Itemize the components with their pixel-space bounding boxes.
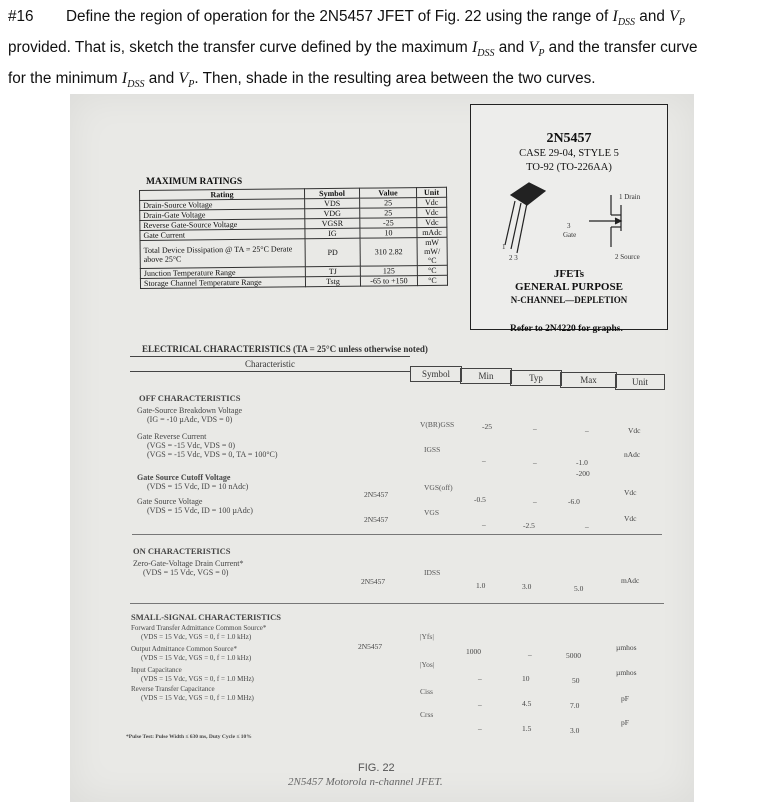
pins23-label: 2 3 [509,254,518,262]
table-row: Drain-Source Voltage VDS 25 Vdc [140,197,447,210]
table-row: Junction Temperature Range TJ 125 °C [140,265,447,278]
package-text: TO-92 (TO-226AA) [526,162,612,173]
pin1-label: 1 [502,243,506,251]
pulse-note: *Pulse Test: Pulse Width ≤ 630 ms, Duty Cycle ≤ 10% [126,734,252,740]
row-cutoff: Gate Source Cutoff Voltage (VDS = 15 Vdc, ID = 10 nAdc) [137,473,249,491]
vp-symbol: $V_P$ [669,8,685,29]
small-signal-characteristics: SMALL-SIGNAL CHARACTERISTICS [131,612,281,622]
row-breakdown: Gate-Source Breakdown Voltage (IG = -10 µAdc, VDS = 0) [137,406,243,424]
table-row: Storage Channel Temperature Range Tstg -65 to +150 °C [140,275,447,288]
figure-caption: 2N5457 Motorola n-channel JFET. [288,776,443,788]
table-row: Total Device Dissipation @ TA = 25°C Derate above 25°C PD 310 2.82 mW mW/°C [140,237,447,268]
device-box [470,104,668,330]
part-number: 2N5457 [546,131,592,146]
device-type: JFETs [553,268,585,280]
elec-header: Characteristic Symbol Min Typ Max Unit [130,356,665,388]
divider [130,603,664,604]
source-label: 2 Source [615,253,640,261]
to92-package-icon [471,175,665,265]
elec-title: ELECTRICAL CHARACTERISTICS (TA = 25°C unless otherwise noted) [142,344,428,354]
divider [132,534,662,535]
question-number: #16 [8,8,34,25]
ref-text: Refer to 2N4220 for graphs. [510,324,623,334]
max-ratings-table: Rating Symbol Value Unit Drain-Source Voltage VDS 25 Vdc Drain-Gate Voltage VDG 25 Vdc Reverse Gate-Source Voltage VGSR -25 Vdc Gate Current IG 10 mAdc Total Device Dissipation @ TA = 25°C Derate above 25°C PD 310 2.82 mW mW/°C Junction Temperature Range TJ 125 °C Storage Channel Temperature Range Tstg -65 to +150 °C [139,187,448,289]
gate-num: 3 [567,222,571,230]
row-idss: Zero-Gate-Voltage Drain Current* (VDS = 15 Vdc, VGS = 0) [133,559,244,577]
row-gate-source-voltage: Gate Source Voltage (VDS = 15 Vdc, ID = 100 µAdc) [137,497,253,515]
device-purpose: GENERAL PURPOSE [515,281,623,293]
idss-symbol: $I_{DSS}$ [612,8,636,29]
off-characteristics: OFF CHARACTERISTICS [139,393,241,403]
drain-label: 1 Drain [619,193,641,201]
max-ratings-title: MAXIMUM RATINGS [146,177,243,187]
table-row: Gate Current IG 10 mAdc [140,227,447,240]
question-text: #16 Define the region of operation for the 2N5457 JFET of Fig. 22 using the range of $I_{DSS}$ and $V_P$ provided. That is, sketch the transfer curve defined by the maximum $I_{DSS}$ and $V_P$ and the transfer curve for the minimum $I_{DSS}$ and $V_P$. Then, shade in the resulting area between the two curves. [8,4,760,98]
table-row: Drain-Gate Voltage VDG 25 Vdc [140,207,447,220]
on-characteristics: ON CHARACTERISTICS [133,546,231,556]
device-channel: N-CHANNEL—DEPLETION [510,295,628,305]
case-text: CASE 29-04, STYLE 5 [519,148,619,159]
table-row: Reverse Gate-Source Voltage VGSR -25 Vdc [140,217,447,230]
row-small-signal: Forward Transfer Admittance Common Source* (VDS = 15 Vdc, VGS = 0, f = 1.0 kHz) Output Admittance Common Source* (VDS = 15 Vdc, VGS = 0, f = 1.0 kHz) Input Capacitance (VDS = 15 Vdc, VGS = 0, f = 1.0 MHz) Reverse Transfer Capacitance (VDS = 15 Vdc, VGS = 0, f = 1.0 MHz) [131,624,267,702]
gate-label: Gate [563,231,577,239]
figure-label: FIG. 22 [358,762,395,774]
row-gate-reverse: Gate Reverse Current (VGS = -15 Vdc, VDS = 0) (VGS = -15 Vdc, VDS = 0, TA = 100°C) [137,432,278,459]
